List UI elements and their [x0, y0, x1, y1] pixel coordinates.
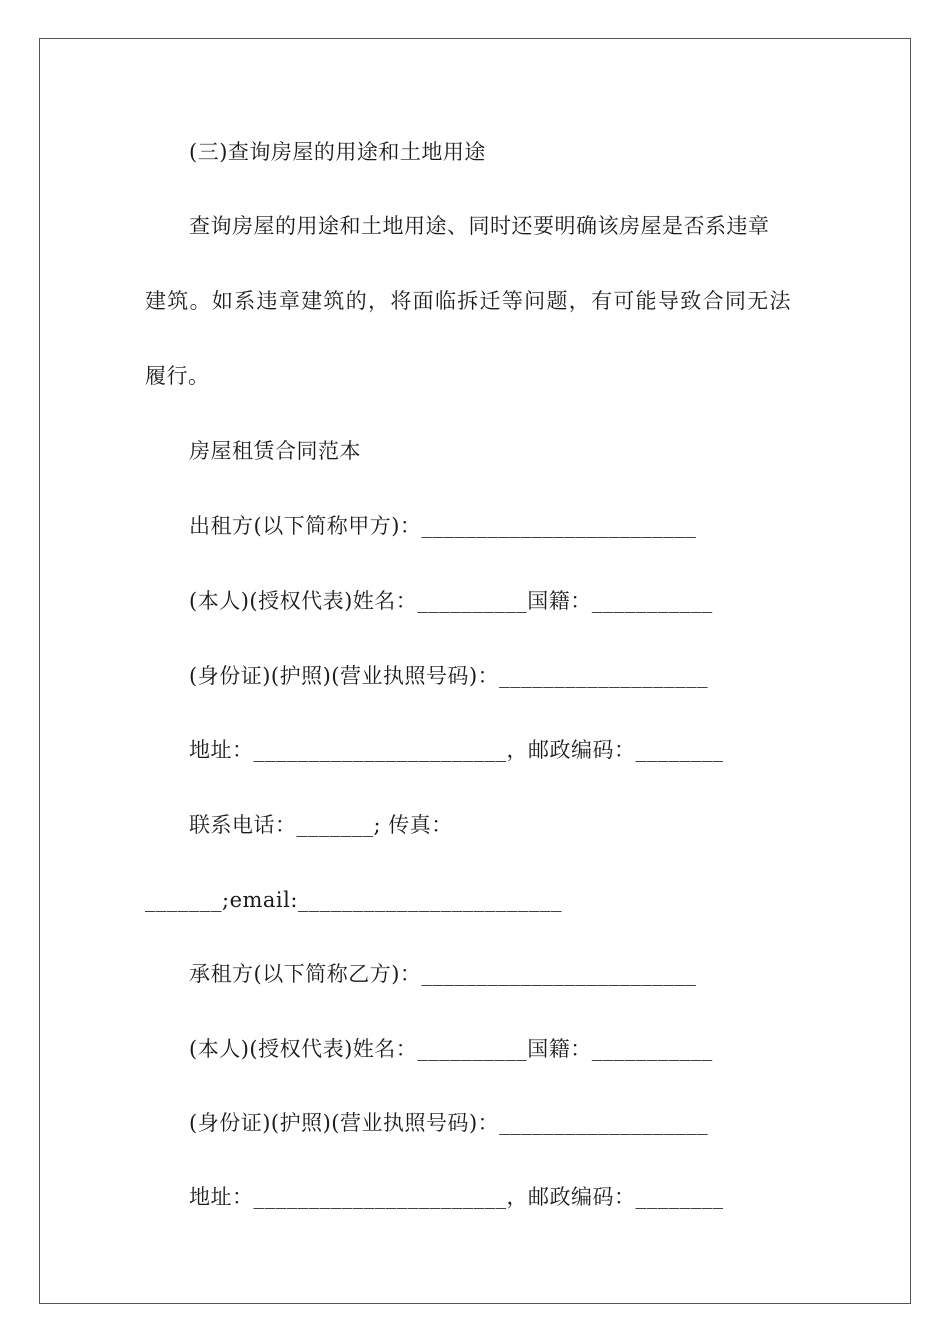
paragraph-line-3: 履行。 — [145, 364, 210, 388]
lessor-party-line: 出租方(以下简称甲方)：_________________________ — [189, 514, 697, 538]
paragraph-line-1: 查询房屋的用途和土地用途、同时还要明确该房屋是否系违章 — [189, 214, 770, 238]
lessor-id-number-line: (身份证)(护照)(营业执照号码)：___________________ — [189, 664, 709, 688]
lessee-address-postcode-line: 地址：_______________________，邮政编码：________ — [189, 1185, 724, 1209]
lessee-id-number-line: (身份证)(护照)(营业执照号码)：___________________ — [189, 1111, 709, 1135]
contract-title: 房屋租赁合同范本 — [189, 439, 361, 463]
paragraph-line-2: 建筑。如系违章建筑的，将面临拆迁等问题，有可能导致合同无法 — [145, 289, 791, 313]
lessor-name-nationality-line: (本人)(授权代表)姓名：__________国籍：___________ — [189, 589, 713, 613]
lessor-address-postcode-line: 地址：_______________________，邮政编码：________ — [189, 738, 724, 762]
lessor-fax-email-line: _______;email:________________________ — [145, 888, 562, 912]
section-heading: (三)查询房屋的用途和土地用途 — [189, 140, 486, 164]
lessee-party-line: 承租方(以下简称乙方)：_________________________ — [189, 962, 697, 986]
lessee-name-nationality-line: (本人)(授权代表)姓名：__________国籍：___________ — [189, 1037, 713, 1061]
lessor-phone-fax-line: 联系电话：_______; 传真： — [189, 813, 453, 837]
